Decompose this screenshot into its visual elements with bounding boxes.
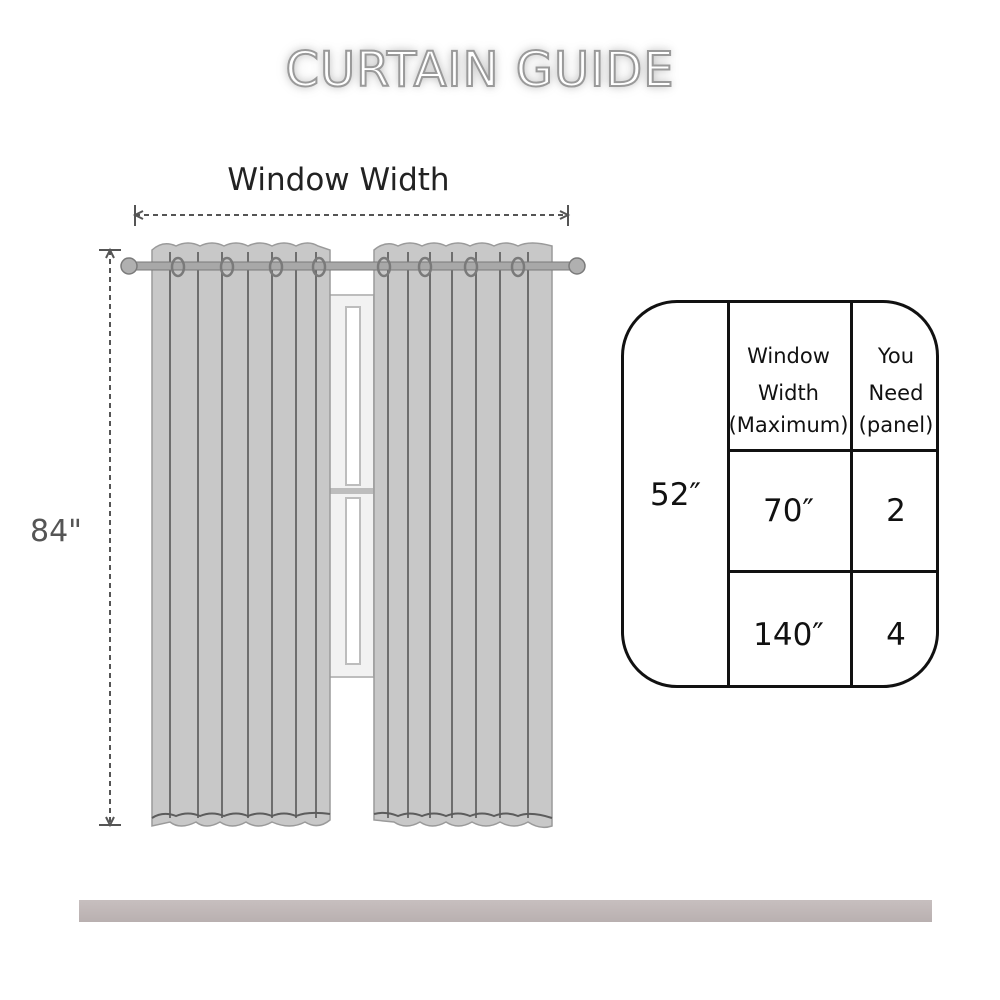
- window-width-dimension-line: [135, 205, 568, 226]
- curtain-length-dimension-line: [99, 250, 121, 825]
- panels-needed-4: 4: [886, 617, 906, 653]
- panels-needed-header: You Need (panel): [858, 344, 934, 437]
- window-frame: [328, 295, 374, 677]
- window-width-70: 70″: [762, 493, 815, 529]
- window-width-label: Window Width: [227, 162, 450, 198]
- right-curtain-panel: [374, 243, 552, 827]
- curtain-length-label: 84": [30, 514, 82, 549]
- size-guide-table: [621, 300, 939, 688]
- panels-needed-2: 2: [886, 493, 906, 529]
- left-curtain-panel: [152, 243, 330, 826]
- window-width-header: Window Width (Maximum): [728, 344, 849, 437]
- floor-strip: [79, 900, 932, 922]
- window-width-140: 140″: [753, 617, 824, 653]
- panel-width-value: 52″: [649, 477, 702, 513]
- guide-title: CURTAIN GUIDE: [285, 42, 675, 98]
